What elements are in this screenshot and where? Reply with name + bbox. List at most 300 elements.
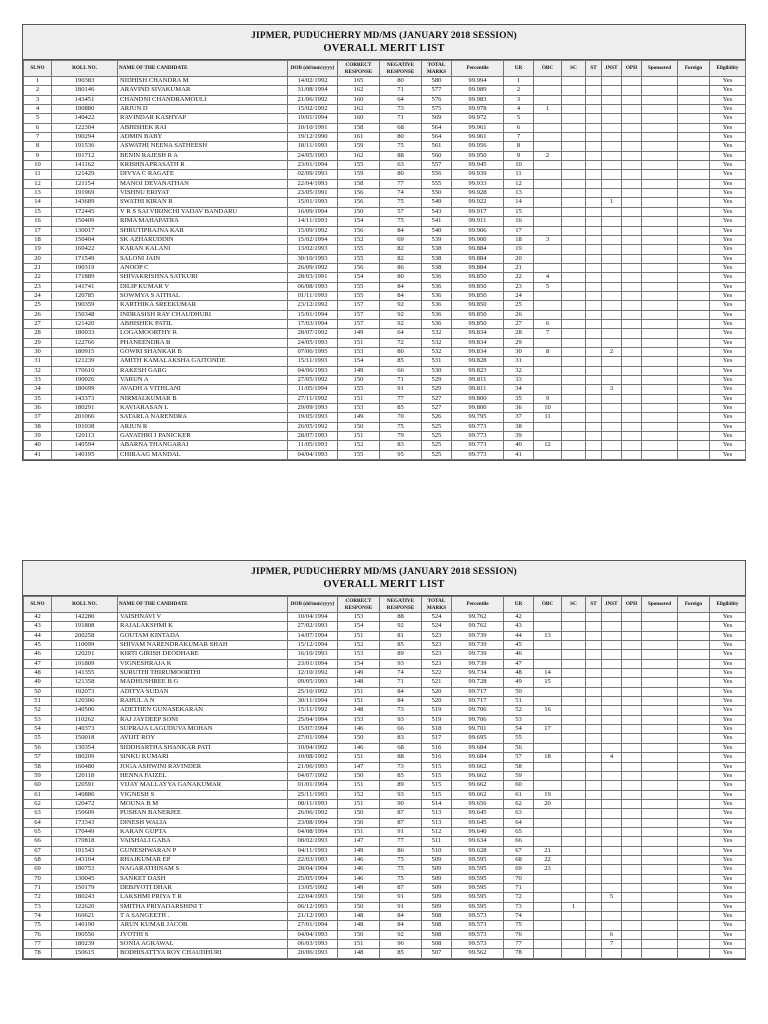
negative-response-cell: 88 [380, 613, 422, 622]
st-rank-cell [586, 161, 602, 170]
inst-rank-cell [602, 142, 622, 151]
total-marks-cell: 508 [422, 921, 452, 930]
oph-rank-cell [622, 432, 642, 441]
table-row [24, 338, 746, 347]
slno-cell: 11 [24, 170, 52, 179]
obc-rank-cell [534, 715, 562, 724]
foreign-rank-cell [678, 827, 710, 836]
obc-rank-cell [534, 291, 562, 300]
sc-rank-cell [562, 697, 586, 706]
obc-rank-cell [534, 226, 562, 235]
eligibility-cell: Yes [710, 818, 746, 827]
header-row [24, 61, 746, 77]
correct-response-cell: 148 [338, 706, 380, 715]
foreign-rank-cell [678, 291, 710, 300]
sheet-subtitle: OVERALL MERIT LIST [323, 579, 445, 590]
st-rank-cell [586, 357, 602, 366]
oph-rank-cell [622, 385, 642, 394]
eligibility-cell: Yes [710, 622, 746, 631]
dob-cell: 06/08/1993 [288, 282, 338, 291]
percentile-cell: 99.800 [452, 404, 504, 413]
dob-cell: 08/11/1993 [288, 799, 338, 808]
sc-rank-cell [562, 734, 586, 743]
roll-no-cell: 190880 [52, 105, 118, 114]
sc-rank-cell [562, 95, 586, 104]
slno-cell: 22 [24, 273, 52, 282]
eligibility-cell: Yes [710, 404, 746, 413]
st-rank-cell [586, 329, 602, 338]
dob-cell: 10/04/1994 [288, 613, 338, 622]
foreign-rank-cell [678, 912, 710, 921]
total-marks-cell: 550 [422, 189, 452, 198]
table-row [24, 855, 746, 864]
slno-cell: 33 [24, 376, 52, 385]
correct-response-cell: 152 [338, 441, 380, 450]
inst-rank-cell [602, 641, 622, 650]
ur-rank-cell: 74 [504, 912, 534, 921]
st-rank-header: ST [586, 61, 602, 77]
st-rank-cell [586, 669, 602, 678]
candidate-name-cell: RAVINDAR KASHYAP [118, 114, 288, 123]
total-marks-cell: 564 [422, 123, 452, 132]
oph-rank-cell [622, 189, 642, 198]
inst-rank-cell [602, 282, 622, 291]
inst-rank-cell [602, 114, 622, 123]
sc-rank-cell [562, 114, 586, 123]
total-marks-cell: 508 [422, 940, 452, 949]
obc-rank-cell [534, 893, 562, 902]
sc-rank-cell [562, 170, 586, 179]
total-marks-cell: 532 [422, 338, 452, 347]
dob-cell: 20/06/1993 [288, 949, 338, 958]
table-row [24, 273, 746, 282]
correct-response-cell: 159 [338, 142, 380, 151]
sc-rank-cell [562, 706, 586, 715]
total-marks-cell: 513 [422, 818, 452, 827]
obc-rank-cell [534, 123, 562, 132]
st-rank-cell [586, 404, 602, 413]
slno-cell: 8 [24, 142, 52, 151]
obc-rank-cell [534, 366, 562, 375]
table-row [24, 613, 746, 622]
dob-cell: 17/03/1994 [288, 319, 338, 328]
st-rank-cell [586, 930, 602, 939]
st-rank-cell [586, 114, 602, 123]
candidate-name-cell: SURUTHI THIRUMOORTHI [118, 669, 288, 678]
table-row [24, 347, 746, 356]
sc-rank-cell [562, 669, 586, 678]
negative-response-cell: 80 [380, 347, 422, 356]
candidate-name-cell: ADMIN BABY [118, 133, 288, 142]
table-row [24, 743, 746, 752]
candidate-name-cell: PUSHAN BANERJEE [118, 809, 288, 818]
eligibility-cell: Yes [710, 949, 746, 958]
sponsored-rank-cell [642, 263, 678, 272]
ur-rank-cell: 14 [504, 198, 534, 207]
roll-no-cell: 140195 [52, 450, 118, 459]
st-rank-cell [586, 753, 602, 762]
st-rank-cell [586, 291, 602, 300]
inst-rank-cell [602, 902, 622, 911]
obc-rank-cell [534, 743, 562, 752]
roll-no-cell: 190294 [52, 133, 118, 142]
eligibility-cell: Yes [710, 893, 746, 902]
eligibility-cell: Yes [710, 273, 746, 282]
slno-cell: 56 [24, 743, 52, 752]
eligibility-cell: Yes [710, 291, 746, 300]
eligibility-cell: Yes [710, 301, 746, 310]
table-row [24, 631, 746, 640]
table-row [24, 874, 746, 883]
slno-cell: 70 [24, 874, 52, 883]
ur-rank-cell: 57 [504, 753, 534, 762]
ur-rank-cell: 31 [504, 357, 534, 366]
roll-no-cell: 172445 [52, 207, 118, 216]
roll-no-cell: 140422 [52, 114, 118, 123]
obc-rank-cell [534, 827, 562, 836]
slno-cell: 38 [24, 422, 52, 431]
correct-response-cell: 154 [338, 622, 380, 631]
negative-response-cell: 69 [380, 235, 422, 244]
st-rank-cell [586, 837, 602, 846]
sponsored-rank-cell [642, 450, 678, 459]
obc-rank-cell [534, 385, 562, 394]
sponsored-rank-cell [642, 189, 678, 198]
candidate-name-cell: SHRUTIPRAJNA KAR [118, 226, 288, 235]
negative-response-cell: 92 [380, 310, 422, 319]
roll-no-cell: 191038 [52, 422, 118, 431]
roll-no-cell: 201066 [52, 413, 118, 422]
ur-rank-cell: 72 [504, 893, 534, 902]
eligibility-cell: Yes [710, 846, 746, 855]
ur-rank-cell: 25 [504, 301, 534, 310]
eligibility-cell: Yes [710, 161, 746, 170]
total-marks-cell: 561 [422, 142, 452, 151]
inst-rank-cell: 1 [602, 198, 622, 207]
foreign-rank-cell [678, 846, 710, 855]
correct-response-cell: 148 [338, 678, 380, 687]
sc-rank-cell [562, 422, 586, 431]
total-marks-cell: 530 [422, 366, 452, 375]
total-marks-cell: 564 [422, 133, 452, 142]
sc-rank-cell [562, 930, 586, 939]
eligibility-cell: Yes [710, 921, 746, 930]
eligibility-cell: Yes [710, 669, 746, 678]
foreign-rank-cell [678, 874, 710, 883]
correct-response-cell: 149 [338, 846, 380, 855]
correct-response-cell: 154 [338, 357, 380, 366]
ur-rank-cell: 40 [504, 441, 534, 450]
oph-rank-cell [622, 613, 642, 622]
negative-response-cell: 82 [380, 254, 422, 263]
slno-cell: 43 [24, 622, 52, 631]
sponsored-rank-cell [642, 338, 678, 347]
foreign-rank-cell [678, 725, 710, 734]
oph-rank-cell [622, 883, 642, 892]
table-row [24, 734, 746, 743]
ur-rank-cell: 33 [504, 376, 534, 385]
dob-cell: 23/01/1994 [288, 161, 338, 170]
inst-rank-cell [602, 189, 622, 198]
roll-no-cell: 143373 [52, 394, 118, 403]
oph-rank-cell [622, 687, 642, 696]
table-row [24, 263, 746, 272]
inst-rank-cell [602, 151, 622, 160]
ur-rank-cell: 46 [504, 650, 534, 659]
dob-cell: 12/10/1992 [288, 669, 338, 678]
sponsored-rank-cell [642, 949, 678, 958]
negative-response-cell: 84 [380, 226, 422, 235]
foreign-rank-cell [678, 105, 710, 114]
oph-rank-cell [622, 865, 642, 874]
foreign-rank-cell [678, 781, 710, 790]
dob-cell: 10/10/1991 [288, 123, 338, 132]
negative-response-cell: 74 [380, 669, 422, 678]
inst-rank-cell [602, 762, 622, 771]
ur-rank-cell: 17 [504, 226, 534, 235]
correct-response-cell: 149 [338, 883, 380, 892]
obc-rank-cell [534, 217, 562, 226]
slno-cell: 19 [24, 245, 52, 254]
negative-response-cell: 85 [380, 771, 422, 780]
sc-rank-cell [562, 151, 586, 160]
oph-rank-cell [622, 291, 642, 300]
total-marks-cell: 539 [422, 235, 452, 244]
obc-rank-cell: 11 [534, 413, 562, 422]
candidate-name-cell: DINESH WALIA [118, 818, 288, 827]
foreign-rank-cell [678, 613, 710, 622]
eligibility-cell: Yes [710, 338, 746, 347]
foreign-rank-cell [678, 95, 710, 104]
sc-rank-cell [562, 450, 586, 459]
candidate-name-cell: ABHISHEK PATIL [118, 319, 288, 328]
eligibility-cell: Yes [710, 631, 746, 640]
candidate-name-cell: DEBJYOTI DHAR [118, 883, 288, 892]
total-marks-cell: 527 [422, 404, 452, 413]
table-row [24, 422, 746, 431]
candidate-name-cell: VIGNESH S [118, 790, 288, 799]
foreign-rank-cell [678, 697, 710, 706]
slno-cell: 3 [24, 95, 52, 104]
candidate-name-cell: GOUTAM KINTADA [118, 631, 288, 640]
table-row [24, 650, 746, 659]
table-row [24, 441, 746, 450]
oph-rank-cell [622, 846, 642, 855]
dob-cell: 28/07/1992 [288, 329, 338, 338]
percentile-cell: 99.645 [452, 818, 504, 827]
roll-no-cell: 122620 [52, 902, 118, 911]
eligibility-cell: Yes [710, 734, 746, 743]
correct-response-cell: 153 [338, 613, 380, 622]
correct-response-cell: 151 [338, 687, 380, 696]
sponsored-rank-cell [642, 432, 678, 441]
table-row [24, 659, 746, 668]
foreign-rank-cell [678, 837, 710, 846]
ur-rank-cell: 7 [504, 133, 534, 142]
ur-rank-cell: 4 [504, 105, 534, 114]
eligibility-cell: Yes [710, 151, 746, 160]
oph-rank-cell [622, 940, 642, 949]
sponsored-rank-cell [642, 697, 678, 706]
eligibility-cell: Yes [710, 179, 746, 188]
oph-rank-cell [622, 347, 642, 356]
dob-cell: 28/03/1991 [288, 273, 338, 282]
ur-rank-cell: 34 [504, 385, 534, 394]
obc-rank-cell [534, 940, 562, 949]
obc-rank-cell [534, 357, 562, 366]
negative-response-cell: 73 [380, 762, 422, 771]
obc-rank-cell [534, 762, 562, 771]
dob-cell: 22/03/1993 [288, 855, 338, 864]
dob-cell: 27/01/1994 [288, 734, 338, 743]
percentile-cell: 99.983 [452, 95, 504, 104]
roll-no-cell: 140190 [52, 921, 118, 930]
correct-response-cell: 150 [338, 422, 380, 431]
oph-rank-cell [622, 837, 642, 846]
sponsored-rank-cell [642, 706, 678, 715]
ur-rank-cell: 38 [504, 422, 534, 431]
roll-no-cell: 180699 [52, 385, 118, 394]
sponsored-rank-cell [642, 771, 678, 780]
inst-rank-cell [602, 366, 622, 375]
inst-rank-cell [602, 217, 622, 226]
total-marks-cell: 538 [422, 245, 452, 254]
negative-response-cell: 77 [380, 837, 422, 846]
slno-cell: 77 [24, 940, 52, 949]
inst-rank-cell [602, 865, 622, 874]
roll-no-cell: 120785 [52, 291, 118, 300]
sponsored-rank-cell [642, 669, 678, 678]
percentile-cell: 99.834 [452, 329, 504, 338]
candidate-name-cell: SALONI JAIN [118, 254, 288, 263]
inst-rank-cell [602, 86, 622, 95]
sc-rank-cell [562, 715, 586, 724]
table-row [24, 142, 746, 151]
candidate-name-cell: VAISHNAVI V [118, 613, 288, 622]
oph-rank-cell [622, 762, 642, 771]
negative-response-cell: 77 [380, 394, 422, 403]
oph-rank-cell [622, 245, 642, 254]
inst-rank-cell [602, 846, 622, 855]
correct-response-cell: 146 [338, 743, 380, 752]
inst-rank-cell: 4 [602, 753, 622, 762]
negative-response-cell: 68 [380, 123, 422, 132]
percentile-cell: 99.900 [452, 235, 504, 244]
sc-rank-cell [562, 217, 586, 226]
table-row [24, 753, 746, 762]
sponsored-rank-cell [642, 413, 678, 422]
dob-cell: 26/05/1992 [288, 422, 338, 431]
slno-cell: 54 [24, 725, 52, 734]
table-row [24, 133, 746, 142]
st-rank-cell [586, 273, 602, 282]
candidate-name-cell: CHIRAAG MANDAL [118, 450, 288, 459]
percentile-cell: 99.762 [452, 613, 504, 622]
sc-rank-cell [562, 189, 586, 198]
foreign-rank-cell [678, 753, 710, 762]
dob-header: DOB (dd/mm/yyyy) [288, 597, 338, 613]
sponsored-rank-cell [642, 86, 678, 95]
table-row [24, 762, 746, 771]
st-rank-cell [586, 762, 602, 771]
obc-rank-cell [534, 338, 562, 347]
foreign-rank-cell [678, 207, 710, 216]
percentile-cell: 99.850 [452, 301, 504, 310]
roll-no-cell: 121429 [52, 170, 118, 179]
slno-cell: 63 [24, 809, 52, 818]
percentile-cell: 99.945 [452, 161, 504, 170]
total-marks-cell: 515 [422, 790, 452, 799]
roll-no-cell: 190026 [52, 376, 118, 385]
inst-rank-cell [602, 799, 622, 808]
ur-rank-cell: 76 [504, 930, 534, 939]
inst-rank-cell [602, 650, 622, 659]
obc-rank-cell: 13 [534, 631, 562, 640]
candidate-name-cell: KARAN GUPTA [118, 827, 288, 836]
foreign-rank-cell [678, 865, 710, 874]
candidate-name-cell: SK AZHARUDDIN [118, 235, 288, 244]
total-marks-cell: 576 [422, 95, 452, 104]
slno-cell: 25 [24, 301, 52, 310]
table-row [24, 883, 746, 892]
slno-cell: 49 [24, 678, 52, 687]
percentile-cell: 99.917 [452, 207, 504, 216]
correct-response-cell: 155 [338, 450, 380, 459]
negative-response-cell: 84 [380, 697, 422, 706]
table-row [24, 366, 746, 375]
percentile-cell: 99.773 [452, 422, 504, 431]
ur-rank-cell: 9 [504, 151, 534, 160]
slno-cell: 61 [24, 790, 52, 799]
inst-rank-cell [602, 133, 622, 142]
sponsored-rank-cell [642, 921, 678, 930]
percentile-cell: 99.734 [452, 669, 504, 678]
negative-response-cell: 84 [380, 921, 422, 930]
slno-cell: 4 [24, 105, 52, 114]
table-row [24, 846, 746, 855]
sponsored-rank-cell [642, 123, 678, 132]
foreign-rank-cell [678, 930, 710, 939]
dob-cell: 04/04/1993 [288, 930, 338, 939]
foreign-rank-cell [678, 114, 710, 123]
total-marks-cell: 508 [422, 912, 452, 921]
obc-rank-cell: 16 [534, 706, 562, 715]
foreign-rank-cell [678, 687, 710, 696]
obc-rank-cell: 2 [534, 151, 562, 160]
st-rank-cell [586, 855, 602, 864]
percentile-cell: 99.850 [452, 282, 504, 291]
st-rank-cell [586, 921, 602, 930]
foreign-rank-cell [678, 273, 710, 282]
table-row [24, 291, 746, 300]
ur-rank-cell: 23 [504, 282, 534, 291]
oph-rank-cell [622, 254, 642, 263]
table-row [24, 949, 746, 958]
sc-rank-cell [562, 385, 586, 394]
inst-rank-cell [602, 310, 622, 319]
negative-response-cell: 85 [380, 404, 422, 413]
foreign-rank-cell [678, 762, 710, 771]
percentile-cell: 99.662 [452, 762, 504, 771]
candidate-name-cell: ARAVIND SIVAKUMAR [118, 86, 288, 95]
st-rank-cell [586, 282, 602, 291]
sponsored-rank-cell [642, 441, 678, 450]
total-marks-cell: 516 [422, 743, 452, 752]
inst-rank-cell [602, 235, 622, 244]
table-row [24, 837, 746, 846]
inst-rank-cell [602, 301, 622, 310]
negative-response-header: NEGATIVE RESPONSE [380, 61, 422, 77]
